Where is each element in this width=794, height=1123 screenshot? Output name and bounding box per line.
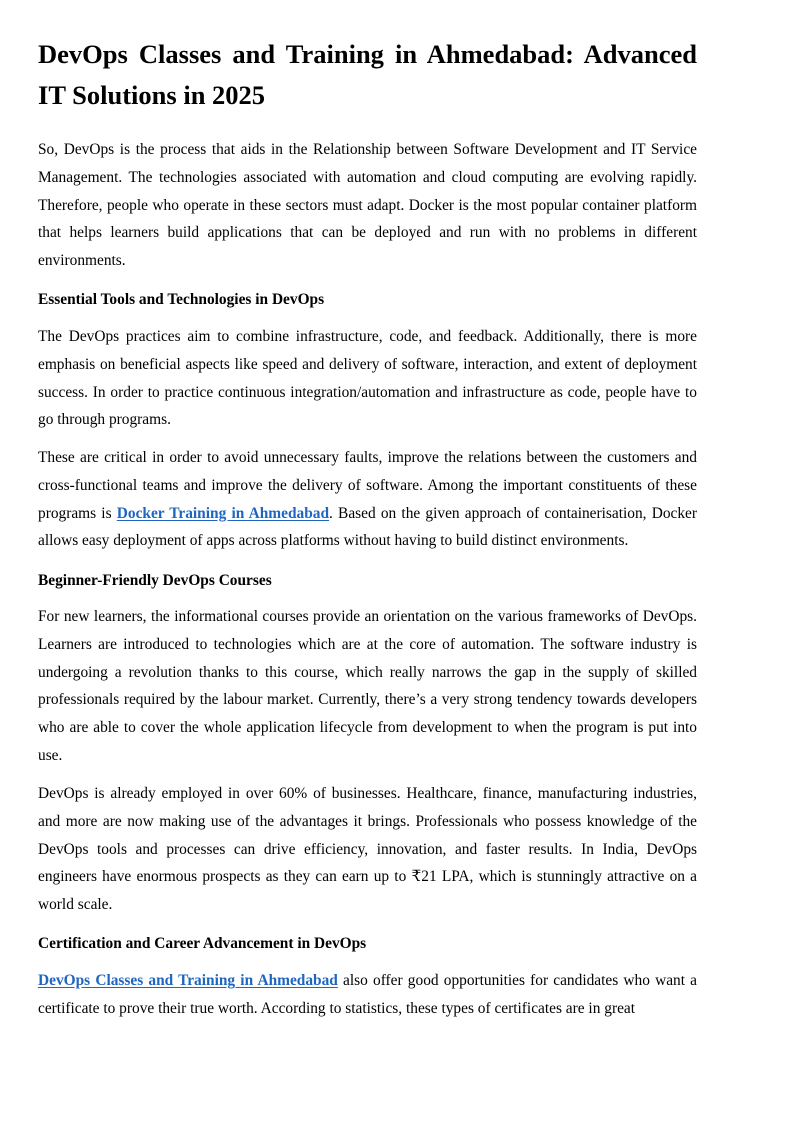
essential-tools-paragraph-2: [38, 444, 697, 555]
paragraph-text: These are critical in order to avoid unnecessary faults, improve the relations between the customers and cross-functional teams and improve the delivery of software. Among the important constituents of these programs is: [38, 449, 697, 522]
section-beginner-friendly: [38, 571, 697, 591]
document-page: [38, 0, 698, 1017]
devops-classes-link[interactable]: DevOps Classes and Training in Ahmedabad: [38, 972, 338, 989]
docker-training-link[interactable]: Docker Training in Ahmedabad: [116, 504, 330, 522]
essential-tools-paragraph-2-wrap: [38, 444, 697, 555]
section-heading: Certification and Career Advancement in DevOps: [38, 935, 367, 952]
essential-tools-paragraph-1: The DevOps practices aim to combine infrastructure, code, and feedback. Additionally, there is more emphasis on beneficial aspects like speed and delivery of software, interaction, and extent of deployment success. In order to practice continuous integration/automation and infrastructure as code, people have to go through programs.: [38, 328, 697, 429]
beginner-paragraph-2-wrap: [38, 780, 697, 919]
beginner-paragraph-2: DevOps is already employed in over 60% of businesses. Healthcare, finance, manufacturing industries, and more are now making use of the advantages it brings. Professionals who possess knowledge of the DevOps tools and processes can drive efficiency, innovation, and faster results. In India, DevOps engineers have enormous prospects as they can earn up to ₹21 LPA, which is stunningly attractive on a world scale.: [38, 785, 697, 914]
intro-section: [38, 136, 697, 275]
beginner-paragraph-1-wrap: [38, 603, 697, 770]
title-line-2: IT Solutions in 2025: [38, 80, 266, 110]
essential-tools-paragraph-1-wrap: [38, 323, 697, 434]
intro-paragraph: So, DevOps is the process that aids in the Relationship between Software Development and IT Service Management. The technologies associated with automation and cloud computing are evolving rapidly. Therefore, people who operate in these sectors must adapt. Docker is the most popular container platform that helps learners build applications that can be deployed and run with no problems in different environments.: [38, 141, 697, 270]
section-heading: Essential Tools and Technologies in DevOps: [38, 291, 325, 308]
beginner-paragraph-1: For new learners, the informational courses provide an orientation on the various frameworks of DevOps. Learners are introduced to technologies which are at the core of automation. The software industry is undergoing a revolution thanks to this course, which really narrows the gap in the supply of skilled professionals required by the labour market. Currently, there’s a very strong tendency towards developers who are able to cover the whole application lifecycle from development to when the program is put into use.: [38, 608, 697, 764]
paragraph-text: also offer good opportunities for candidates who want a certificate to prove their true worth. According to statistics, these types of certificates are in great: [38, 972, 698, 1017]
certification-paragraph-1: [38, 967, 697, 1023]
section-essential-tools: [38, 290, 697, 310]
section-heading: Beginner-Friendly DevOps Courses: [38, 572, 272, 589]
page-title: [38, 34, 697, 116]
certification-paragraph-1-wrap: [38, 967, 697, 1023]
title-line-1: DevOps Classes and Training in Ahmedabad: Advanced: [38, 39, 697, 69]
paragraph-text: . Based on the given approach of containerisation, Docker allows easy deployment of apps across platforms without having to build distinct environments.: [38, 504, 697, 550]
section-certification: [38, 934, 697, 954]
